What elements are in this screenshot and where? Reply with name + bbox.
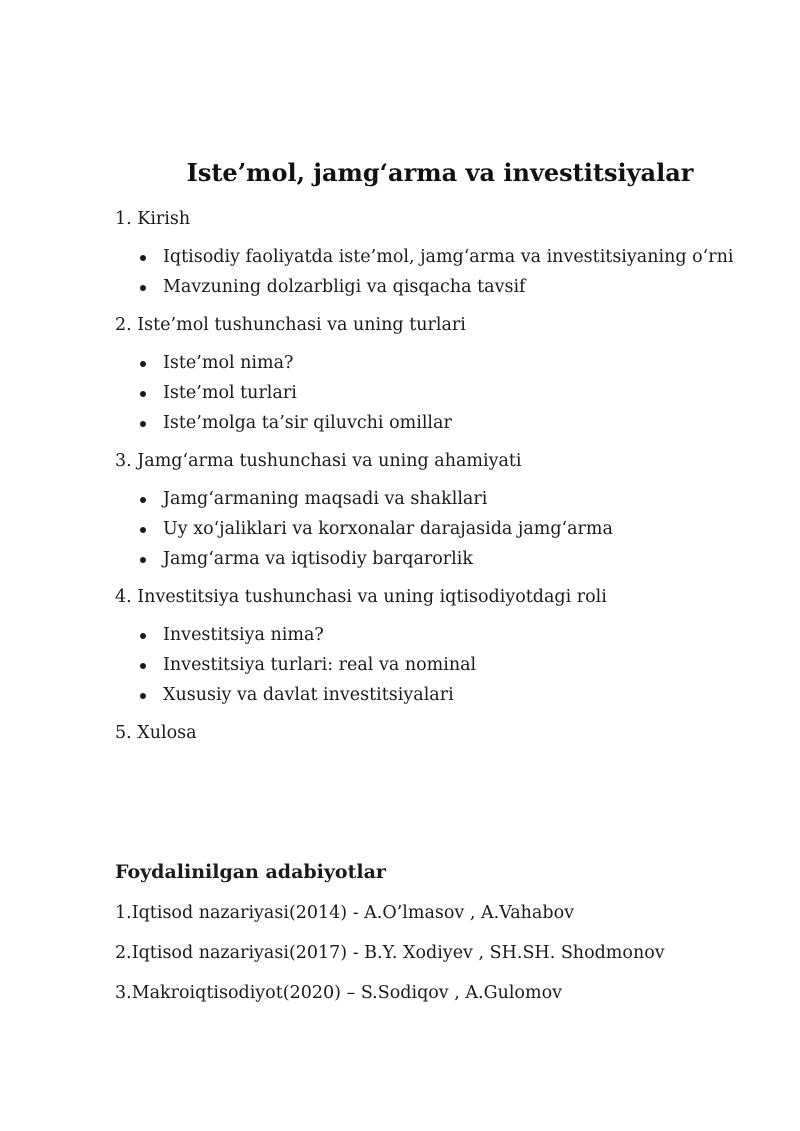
section-heading-3: 3. Jamgʻarma tushunchasi va uning ahamiyati [115,451,522,471]
references-heading: Foydalinilgan adabiyotlar [115,861,386,883]
list-item-text: Investitsiya nima? [163,625,324,645]
bullet-icon [140,391,146,397]
list-item-text: Jamgʻarma va iqtisodiy barqarorlik [163,549,473,569]
list-item-text: Iste’mol turlari [163,383,297,403]
list-item-text: Jamgʻarmaning maqsadi va shakllari [163,489,488,509]
section-heading-5: 5. Xulosa [115,723,197,743]
list-item [115,680,775,710]
list-item-text: Iqtisodiy faoliyatda iste’mol, jamgʻarma va investitsiyaning oʻrni [163,247,734,267]
list-item [115,484,775,514]
bullet-icon [140,497,146,503]
list-item [115,348,775,378]
list-item-text: Investitsiya turlari: real va nominal [163,655,477,675]
reference-item: 1.Iqtisod nazariyasi(2014) - A.O’lmasov , A.Vahabov [115,903,574,923]
references-list [115,899,665,1019]
section-heading-4: 4. Investitsiya tushunchasi va uning iqtisodiyotdagi roli [115,587,607,607]
bullet-icon [140,663,146,669]
section-1-list [115,242,775,302]
section-heading-2: 2. Iste’mol tushunchasi va uning turlari [115,315,466,335]
bullet-icon [140,361,146,367]
list-item-text: Iste’molga ta’sir qiluvchi omillar [163,413,452,433]
list-item [115,272,775,302]
section-2-list [115,348,775,438]
list-item-text: Mavzuning dolzarbligi va qisqacha tavsif [163,277,526,297]
bullet-icon [140,693,146,699]
bullet-icon [140,527,146,533]
list-item [115,544,775,574]
outline [115,206,775,746]
list-item-text: Uy xoʻjaliklari va korxonalar darajasida jamgʻarma [163,519,613,539]
document-title: Iste’mol, jamg‘arma va investitsiyalar [186,158,694,187]
list-item [115,620,775,650]
section-heading-1: 1. Kirish [115,209,191,229]
list-item [115,378,775,408]
bullet-icon [140,285,146,291]
bullet-icon [140,557,146,563]
bullet-icon [140,421,146,427]
list-item [115,650,775,680]
bullet-icon [140,255,146,261]
reference-item: 2.Iqtisod nazariyasi(2017) - B.Y. Xodiyev , SH.SH. Shodmonov [115,943,665,963]
list-item-text: Iste’mol nima? [163,353,294,373]
section-3-list [115,484,775,574]
list-item-text: Xususiy va davlat investitsiyalari [163,685,454,705]
bullet-icon [140,633,146,639]
list-item [115,408,775,438]
list-item [115,242,775,272]
list-item [115,514,775,544]
section-4-list [115,620,775,710]
reference-item: 3.Makroiqtisodiyot(2020) – S.Sodiqov , A.Gulomov [115,983,562,1003]
